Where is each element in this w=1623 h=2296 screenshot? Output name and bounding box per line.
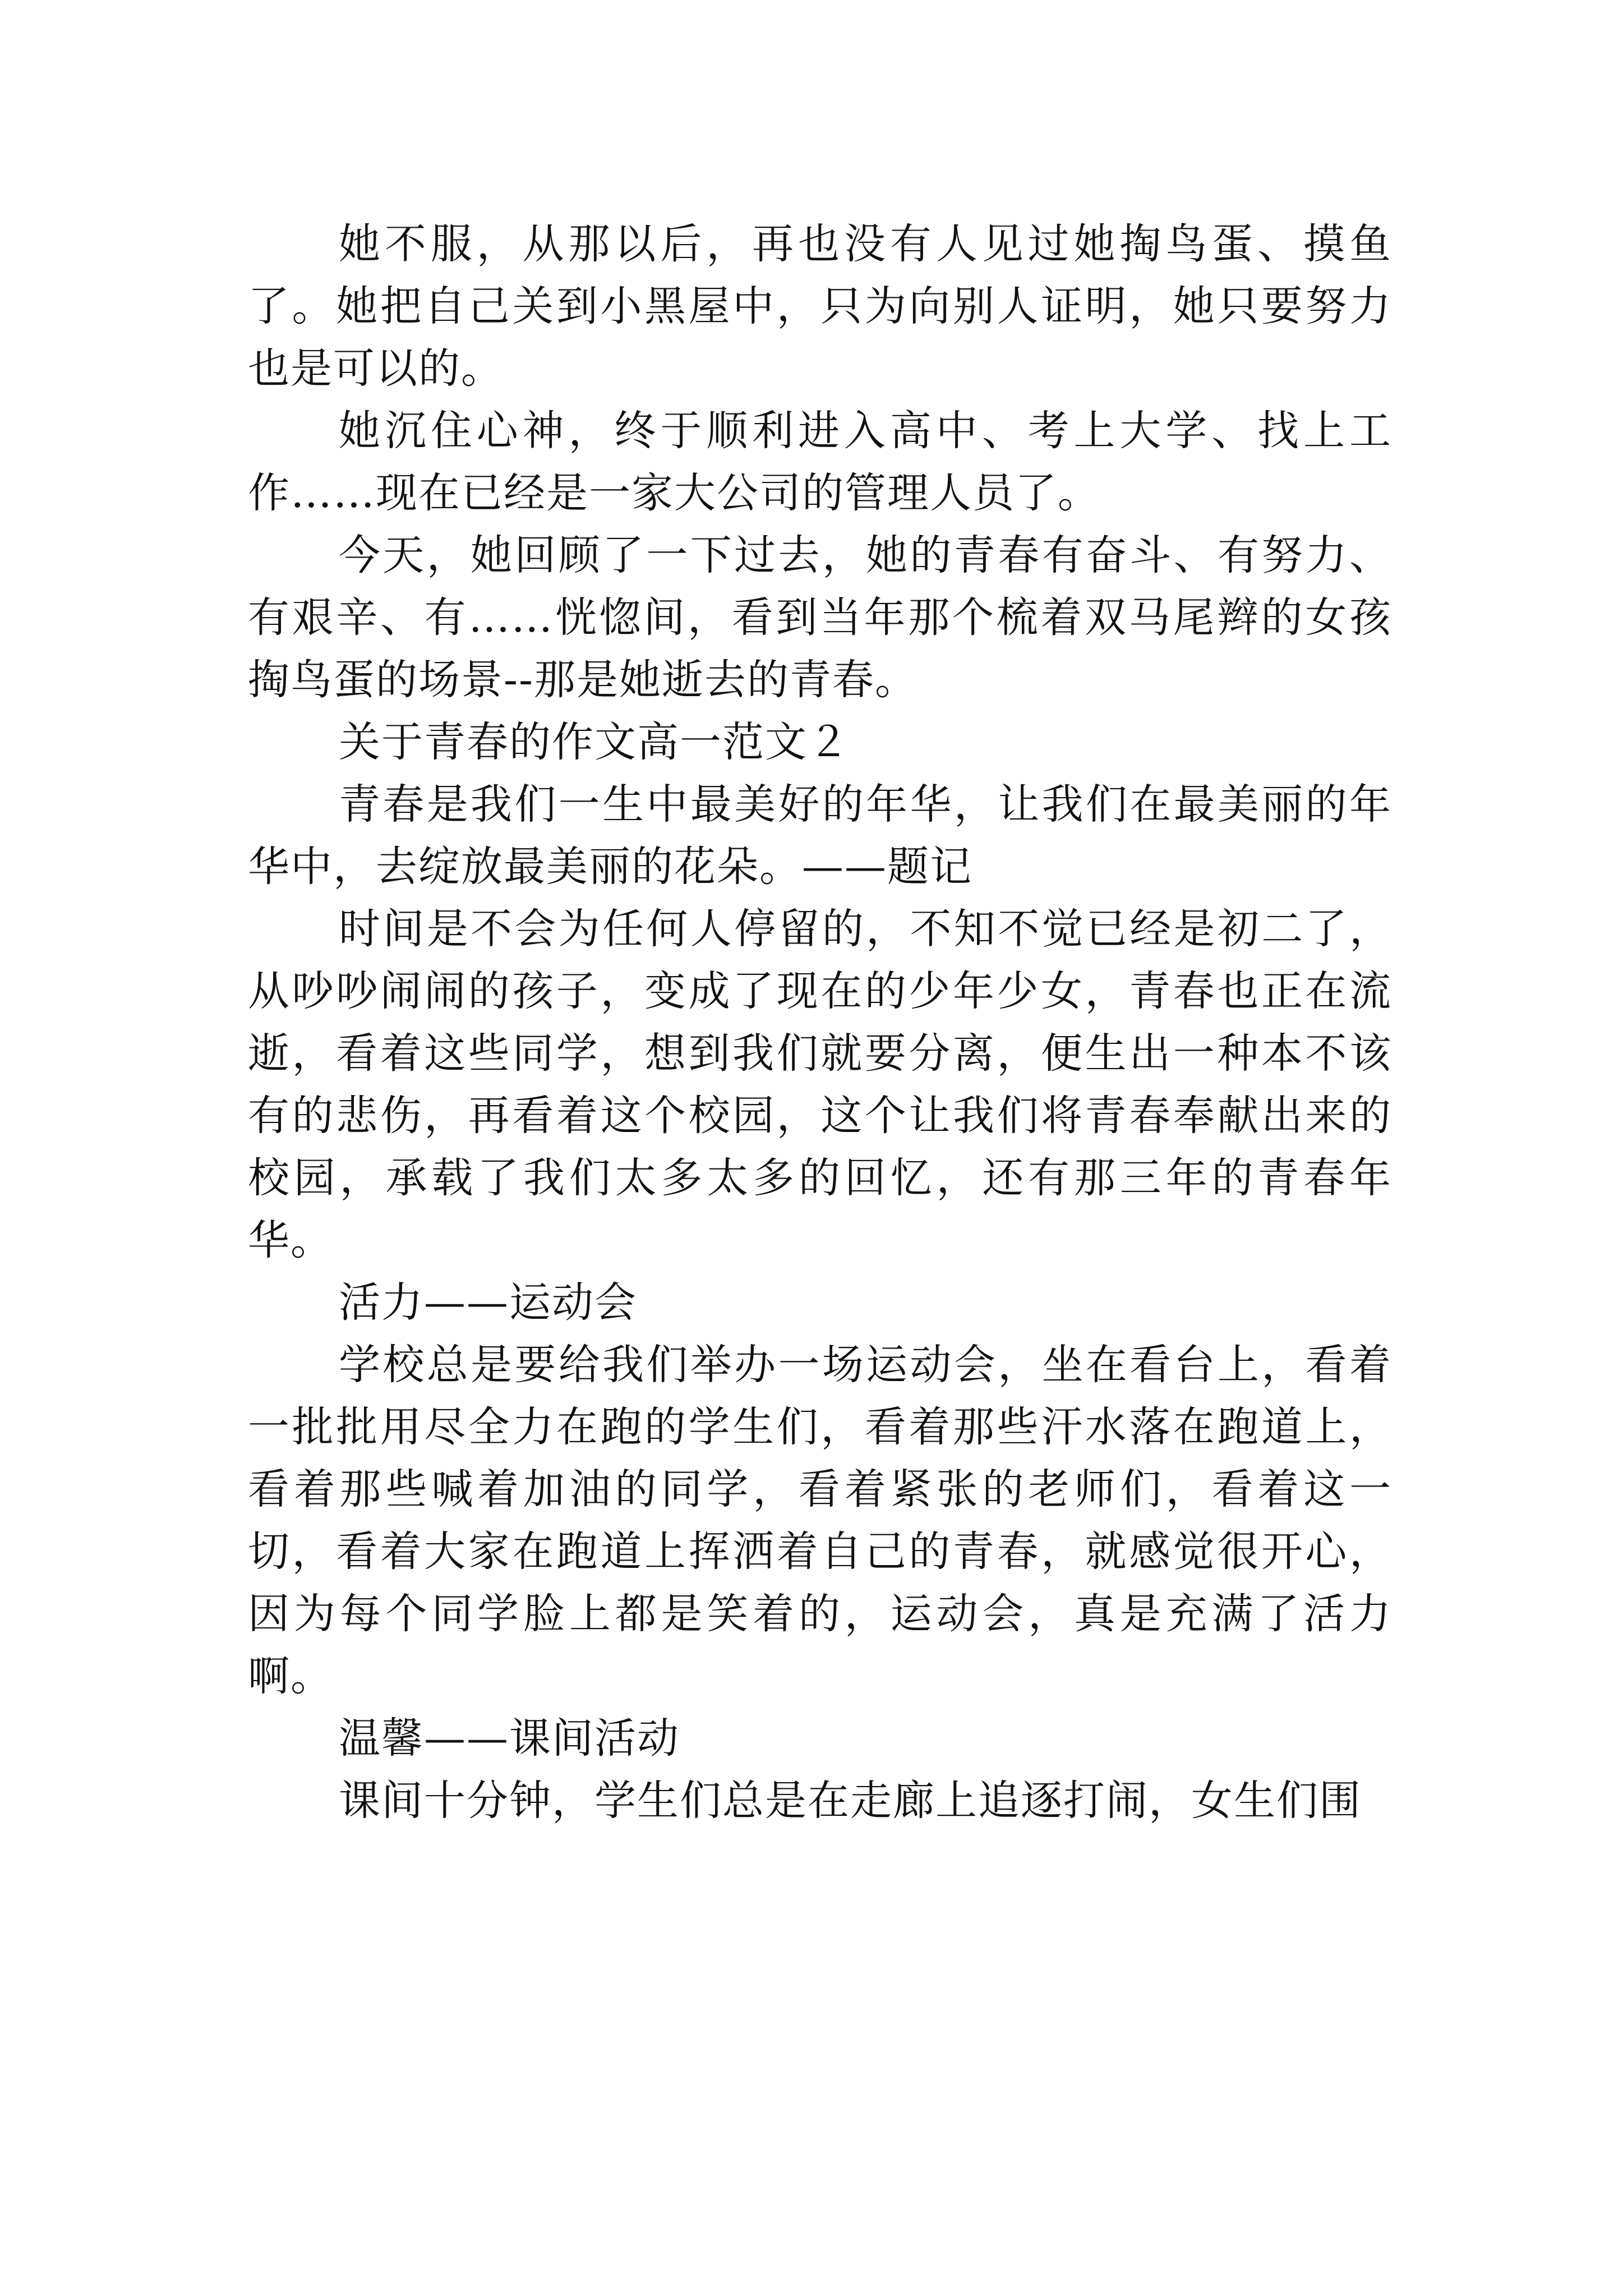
paragraph-10: 课间十分钟，学生们总是在走廊上追逐打闹，女生们围 (339, 1777, 1362, 1825)
paragraph-2: 她沉住心神，终于顺利进入高中、考上大学、找上工作……现在已经是一家大公司的管理人员了。 (248, 407, 1392, 517)
epigraph-paragraph: 青春是我们一生中最美好的年华，让我们在最美丽的年华中，去绽放最美丽的花朵。——题记 (248, 780, 1392, 891)
paragraph-6: 时间是不会为任何人停留的，不知不觉已经是初二了，从吵吵闹闹的孩子，变成了现在的少年少女，青春也正在流逝，看着这些同学，想到我们就要分离，便生出一种本不该有的悲伤，再看着这个校园，这个让我们将青春奉献出来的校园，承载了我们太多太多的回忆，还有那三年的青春年华。 (248, 905, 1392, 1264)
paragraph-8: 学校总是要给我们举办一场运动会，坐在看台上，看着一批批用尽全力在跑的学生们，看着那些汗水落在跑道上，看着那些喊着加油的同学，看着紧张的老师们，看着这一切，看着大家在跑道上挥洒着自己的青春，就感觉很开心，因为每个同学脸上都是笑着的，运动会，真是充满了活力啊。 (248, 1341, 1392, 1700)
document-body (248, 213, 1392, 1832)
paragraph-3: 今天，她回顾了一下过去，她的青春有奋斗、有努力、有艰辛、有……恍惚间，看到当年那个梳着双马尾辫的女孩掏鸟蛋的场景--那是她逝去的青春。 (248, 531, 1392, 704)
section-heading-vitality: 活力——运动会 (339, 1278, 637, 1327)
essay-heading: 关于青春的作文高一范文２ (339, 718, 850, 766)
section-heading-warmth: 温馨——课间活动 (339, 1714, 680, 1763)
paragraph-1: 她不服，从那以后，再也没有人见过她掏鸟蛋、摸鱼了。她把自己关到小黑屋中，只为向别人证明，她只要努力也是可以的。 (248, 220, 1392, 393)
